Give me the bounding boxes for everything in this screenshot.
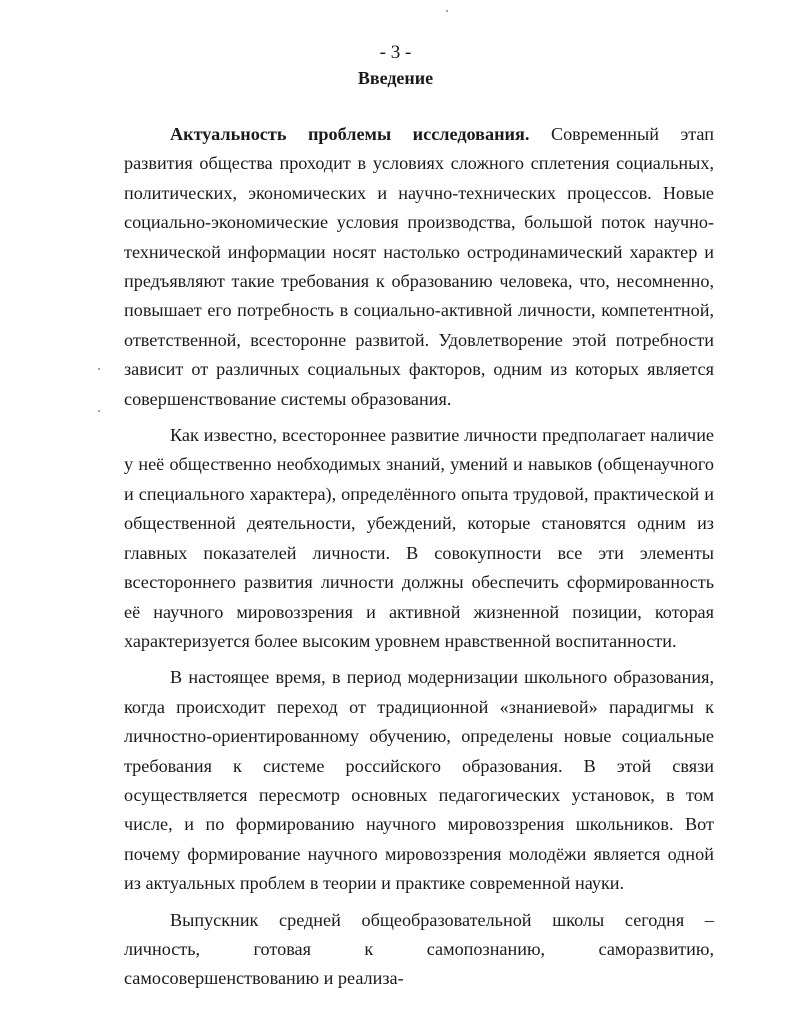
paragraph-relevance bbox=[124, 120, 714, 414]
page-number: - 3 - bbox=[379, 42, 412, 63]
paragraph-text: Современный этап развития общества проходит в условиях сложного сплетения социальных, политических, экономических и научно-технических процессов. Новые социально-экономические условия производства, большой поток научно-технической информации носят настолько остродинамический характер и предъявляют такие требования к образованию человека, что, несомненно, повышает его потребность в социально-активной личности, компетентной, ответственной, всесторонне развитой. Удовлетворение этой потребности зависит от различных социальных факторов, одним из которых является совершенствование системы образования. bbox=[124, 124, 714, 409]
paragraph-text: Как известно, всестороннее развитие личности предполагает наличие у неё общественно необходимых знаний, умений и навыков (общенаучного и специального характера), определённого опыта трудовой, практической и общественной деятельности, убеждений, которые становятся одним из главных показателей личности. В совокупности все эти элементы всестороннего развития личности должны обеспечить сформированность её научного мировоззрения и активной жизненной позиции, которая характеризуется более высоким уровнем нравственной воспитанности. bbox=[124, 425, 714, 651]
scan-speck bbox=[98, 368, 100, 370]
paragraph-text: Выпускник средней общеобразовательной школы сегодня – личность, готовая к самопознанию, саморазвитию, самосовершенствованию и реализа- bbox=[124, 909, 714, 989]
scan-speck bbox=[446, 10, 448, 12]
paragraph-text: В настоящее время, в период модернизации школьного образования, когда происходит переход от традиционной «знаниевой» парадигмы к личностно-ориентированному обучению, определены новые социальные требования к системе российского образования. В этой связи осуществляется пересмотр основных педагогических установок, в том числе, и по формированию научного мировоззрения школьников. Вот почему формирование научного мировоззрения молодёжи является одной из актуальных проблем в теории и практике современной науки. bbox=[124, 667, 714, 894]
scan-speck bbox=[98, 410, 100, 412]
paragraph-development bbox=[124, 421, 714, 656]
document-body bbox=[124, 120, 714, 1001]
paragraph-modernization bbox=[124, 663, 714, 898]
paragraph-graduate bbox=[124, 906, 714, 994]
paragraph-lead: Актуальность проблемы исследования. bbox=[170, 124, 530, 144]
section-heading: Введение bbox=[357, 68, 434, 88]
